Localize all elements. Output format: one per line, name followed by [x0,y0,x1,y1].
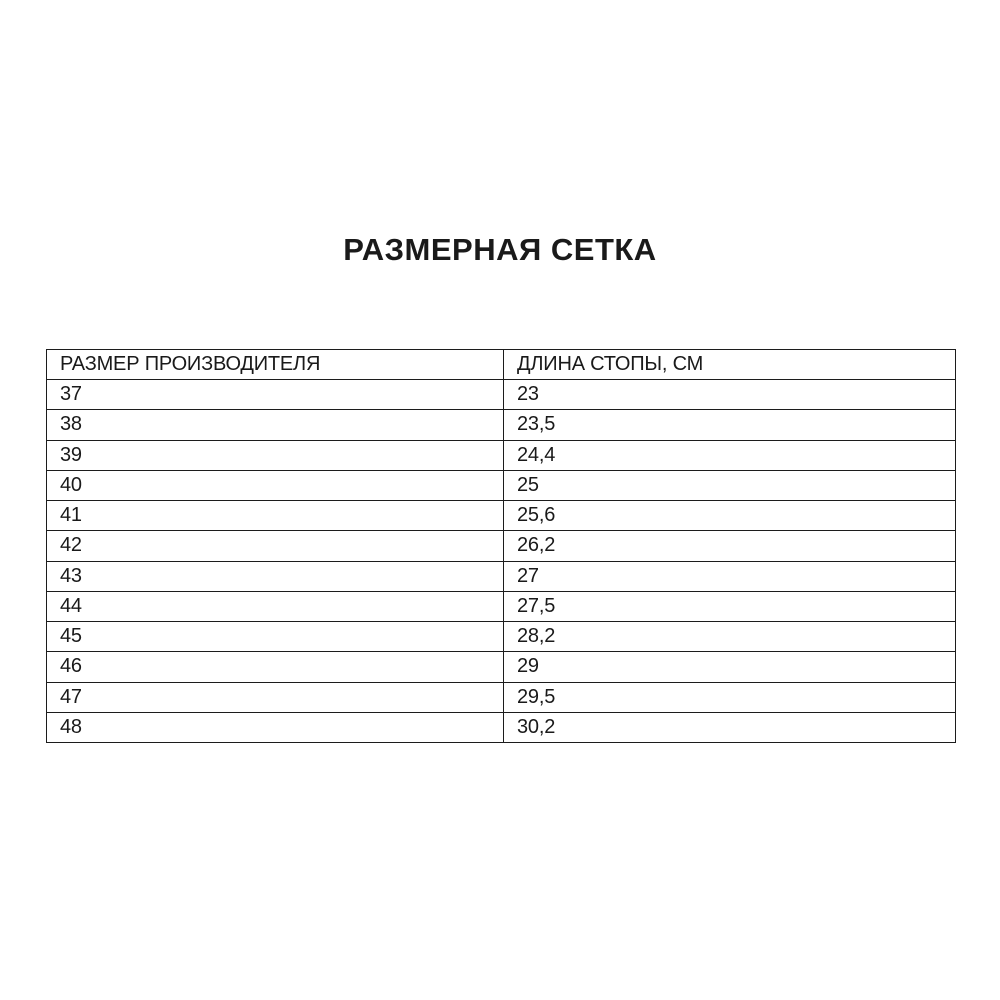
table-row [47,470,956,500]
length-cell: 30,2 [504,712,956,742]
table-row [47,682,956,712]
length-cell: 29,5 [504,682,956,712]
table-row [47,652,956,682]
length-cell: 25 [504,470,956,500]
size-cell: 38 [47,410,504,440]
size-cell: 43 [47,561,504,591]
length-cell: 26,2 [504,531,956,561]
size-cell: 47 [47,682,504,712]
size-cell: 46 [47,652,504,682]
table-row [47,622,956,652]
length-cell: 23 [504,380,956,410]
size-cell: 48 [47,712,504,742]
table-row [47,440,956,470]
size-cell: 45 [47,622,504,652]
length-cell: 23,5 [504,410,956,440]
size-cell: 44 [47,591,504,621]
table-row [47,410,956,440]
size-chart-table [46,349,956,743]
length-cell: 27,5 [504,591,956,621]
table-row [47,501,956,531]
header-foot-length: ДЛИНА СТОПЫ, СМ [504,350,956,380]
page-title: РАЗМЕРНАЯ СЕТКА [343,232,657,267]
size-cell: 39 [47,440,504,470]
table-row [47,531,956,561]
table-row [47,591,956,621]
length-cell: 28,2 [504,622,956,652]
length-cell: 27 [504,561,956,591]
table-row [47,561,956,591]
table-row [47,380,956,410]
size-cell: 37 [47,380,504,410]
length-cell: 29 [504,652,956,682]
size-cell: 41 [47,501,504,531]
table-row [47,712,956,742]
size-cell: 42 [47,531,504,561]
header-size: РАЗМЕР ПРОИЗВОДИТЕЛЯ [47,350,504,380]
size-cell: 40 [47,470,504,500]
length-cell: 24,4 [504,440,956,470]
table-header-row [47,350,956,380]
length-cell: 25,6 [504,501,956,531]
